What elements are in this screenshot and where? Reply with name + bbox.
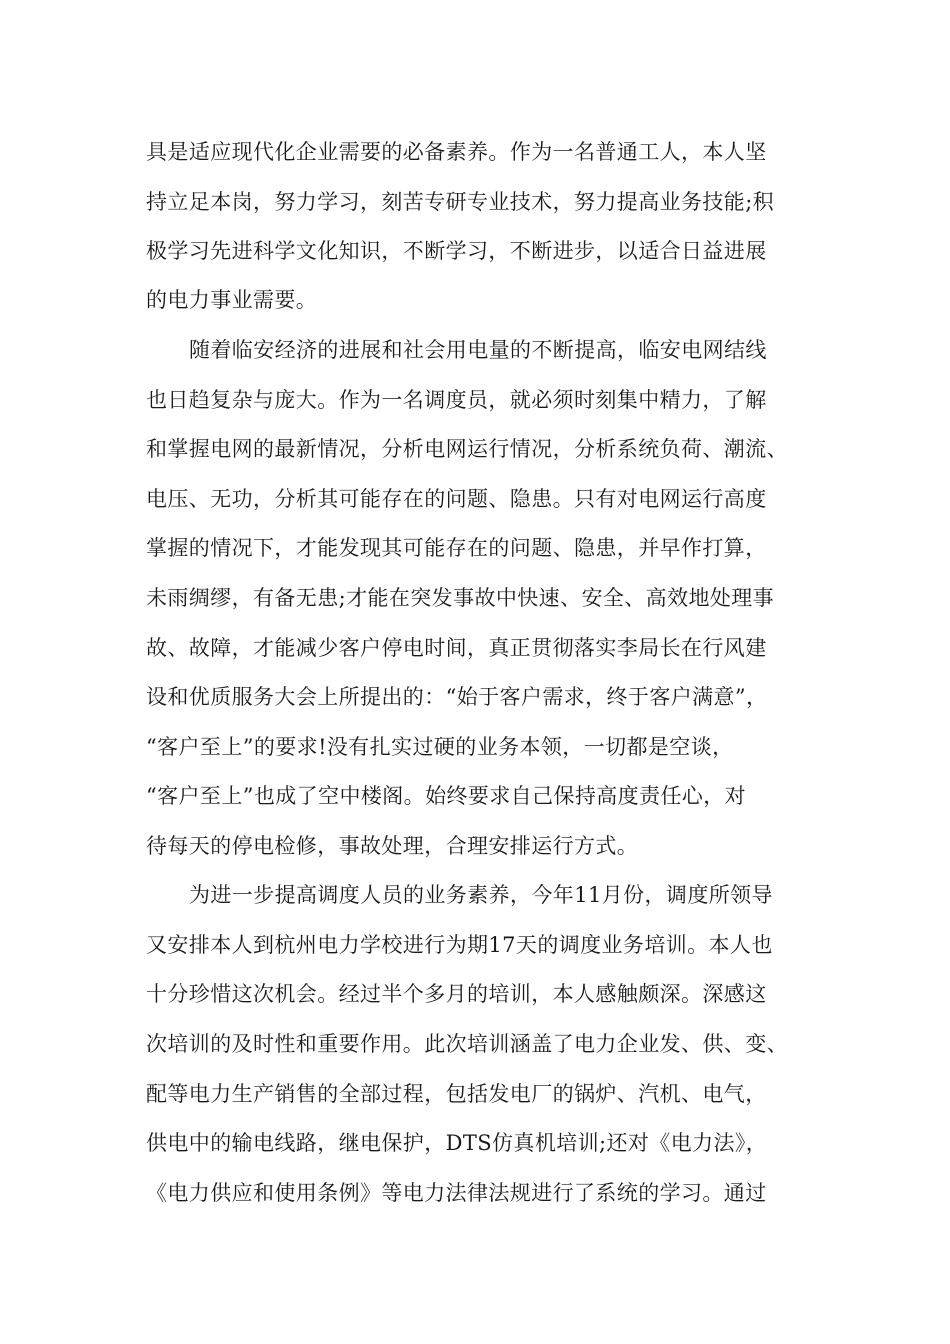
text-line: 又安排本人到杭州电力学校进行为期17天的调度业务培训。本人也 (146, 933, 773, 957)
text-line: 故、故障，才能减少客户停电时间，真正贯彻落实李局长在行风建 (146, 636, 767, 660)
text-line: 未雨绸缪，有备无患;才能在突发事故中快速、安全、高效地处理事 (146, 586, 775, 610)
text-line: 待每天的停电检修，事故处理，合理安排运行方式。 (146, 834, 639, 858)
text-line: 掌握的情况下，才能发现其可能存在的问题、隐患，并早作打算， (146, 536, 767, 560)
text-line: “客户至上”的要求!没有扎实过硬的业务本领，一切都是空谈， (146, 735, 734, 759)
text-line: 次培训的及时性和重要作用。此次培训涵盖了电力企业发、供、变、 (146, 1032, 788, 1056)
text-line: “客户至上”也成了空中楼阁。始终要求自己保持高度责任心，对 (146, 784, 747, 808)
text-line: 和掌握电网的最新情况，分析电网运行情况，分析系统负荷、潮流、 (146, 437, 788, 461)
text-line: 电压、无功，分析其可能存在的问题、隐患。只有对电网运行高度 (146, 487, 767, 511)
text-line: 也日趋复杂与庞大。作为一名调度员，就必须时刻集中精力，了解 (146, 388, 767, 412)
paragraph-first-line: 随着临安经济的进展和社会用电量的不断提高，临安电网结线 (189, 338, 767, 362)
text-line: 具是适应现代化企业需要的必备素养。作为一名普通工人，本人坚 (146, 140, 767, 164)
text-line: 供电中的输电线路，继电保护，DTS仿真机培训;还对《电力法》， (146, 1131, 768, 1155)
text-line: 的电力事业需要。 (146, 288, 318, 312)
text-line: 持立足本岗，努力学习，刻苦专研专业技术，努力提高业务技能;积 (146, 190, 775, 214)
paragraph-first-line: 为进一步提高调度人员的业务素养，今年11月份，调度所领导 (189, 883, 773, 907)
text-line: 配等电力生产销售的全部过程，包括发电厂的锅炉、汽机、电气， (146, 1082, 767, 1106)
text-line: 极学习先进科学文化知识，不断学习，不断进步，以适合日益进展 (146, 239, 767, 263)
text-line: 设和优质服务大会上所提出的：“始于客户需求，终于客户满意”， (146, 685, 768, 709)
text-line: 《电力供应和使用条例》等电力法律法规进行了系统的学习。通过 (146, 1181, 767, 1205)
text-line: 十分珍惜这次机会。经过半个多月的培训，本人感触颇深。深感这 (146, 982, 767, 1006)
